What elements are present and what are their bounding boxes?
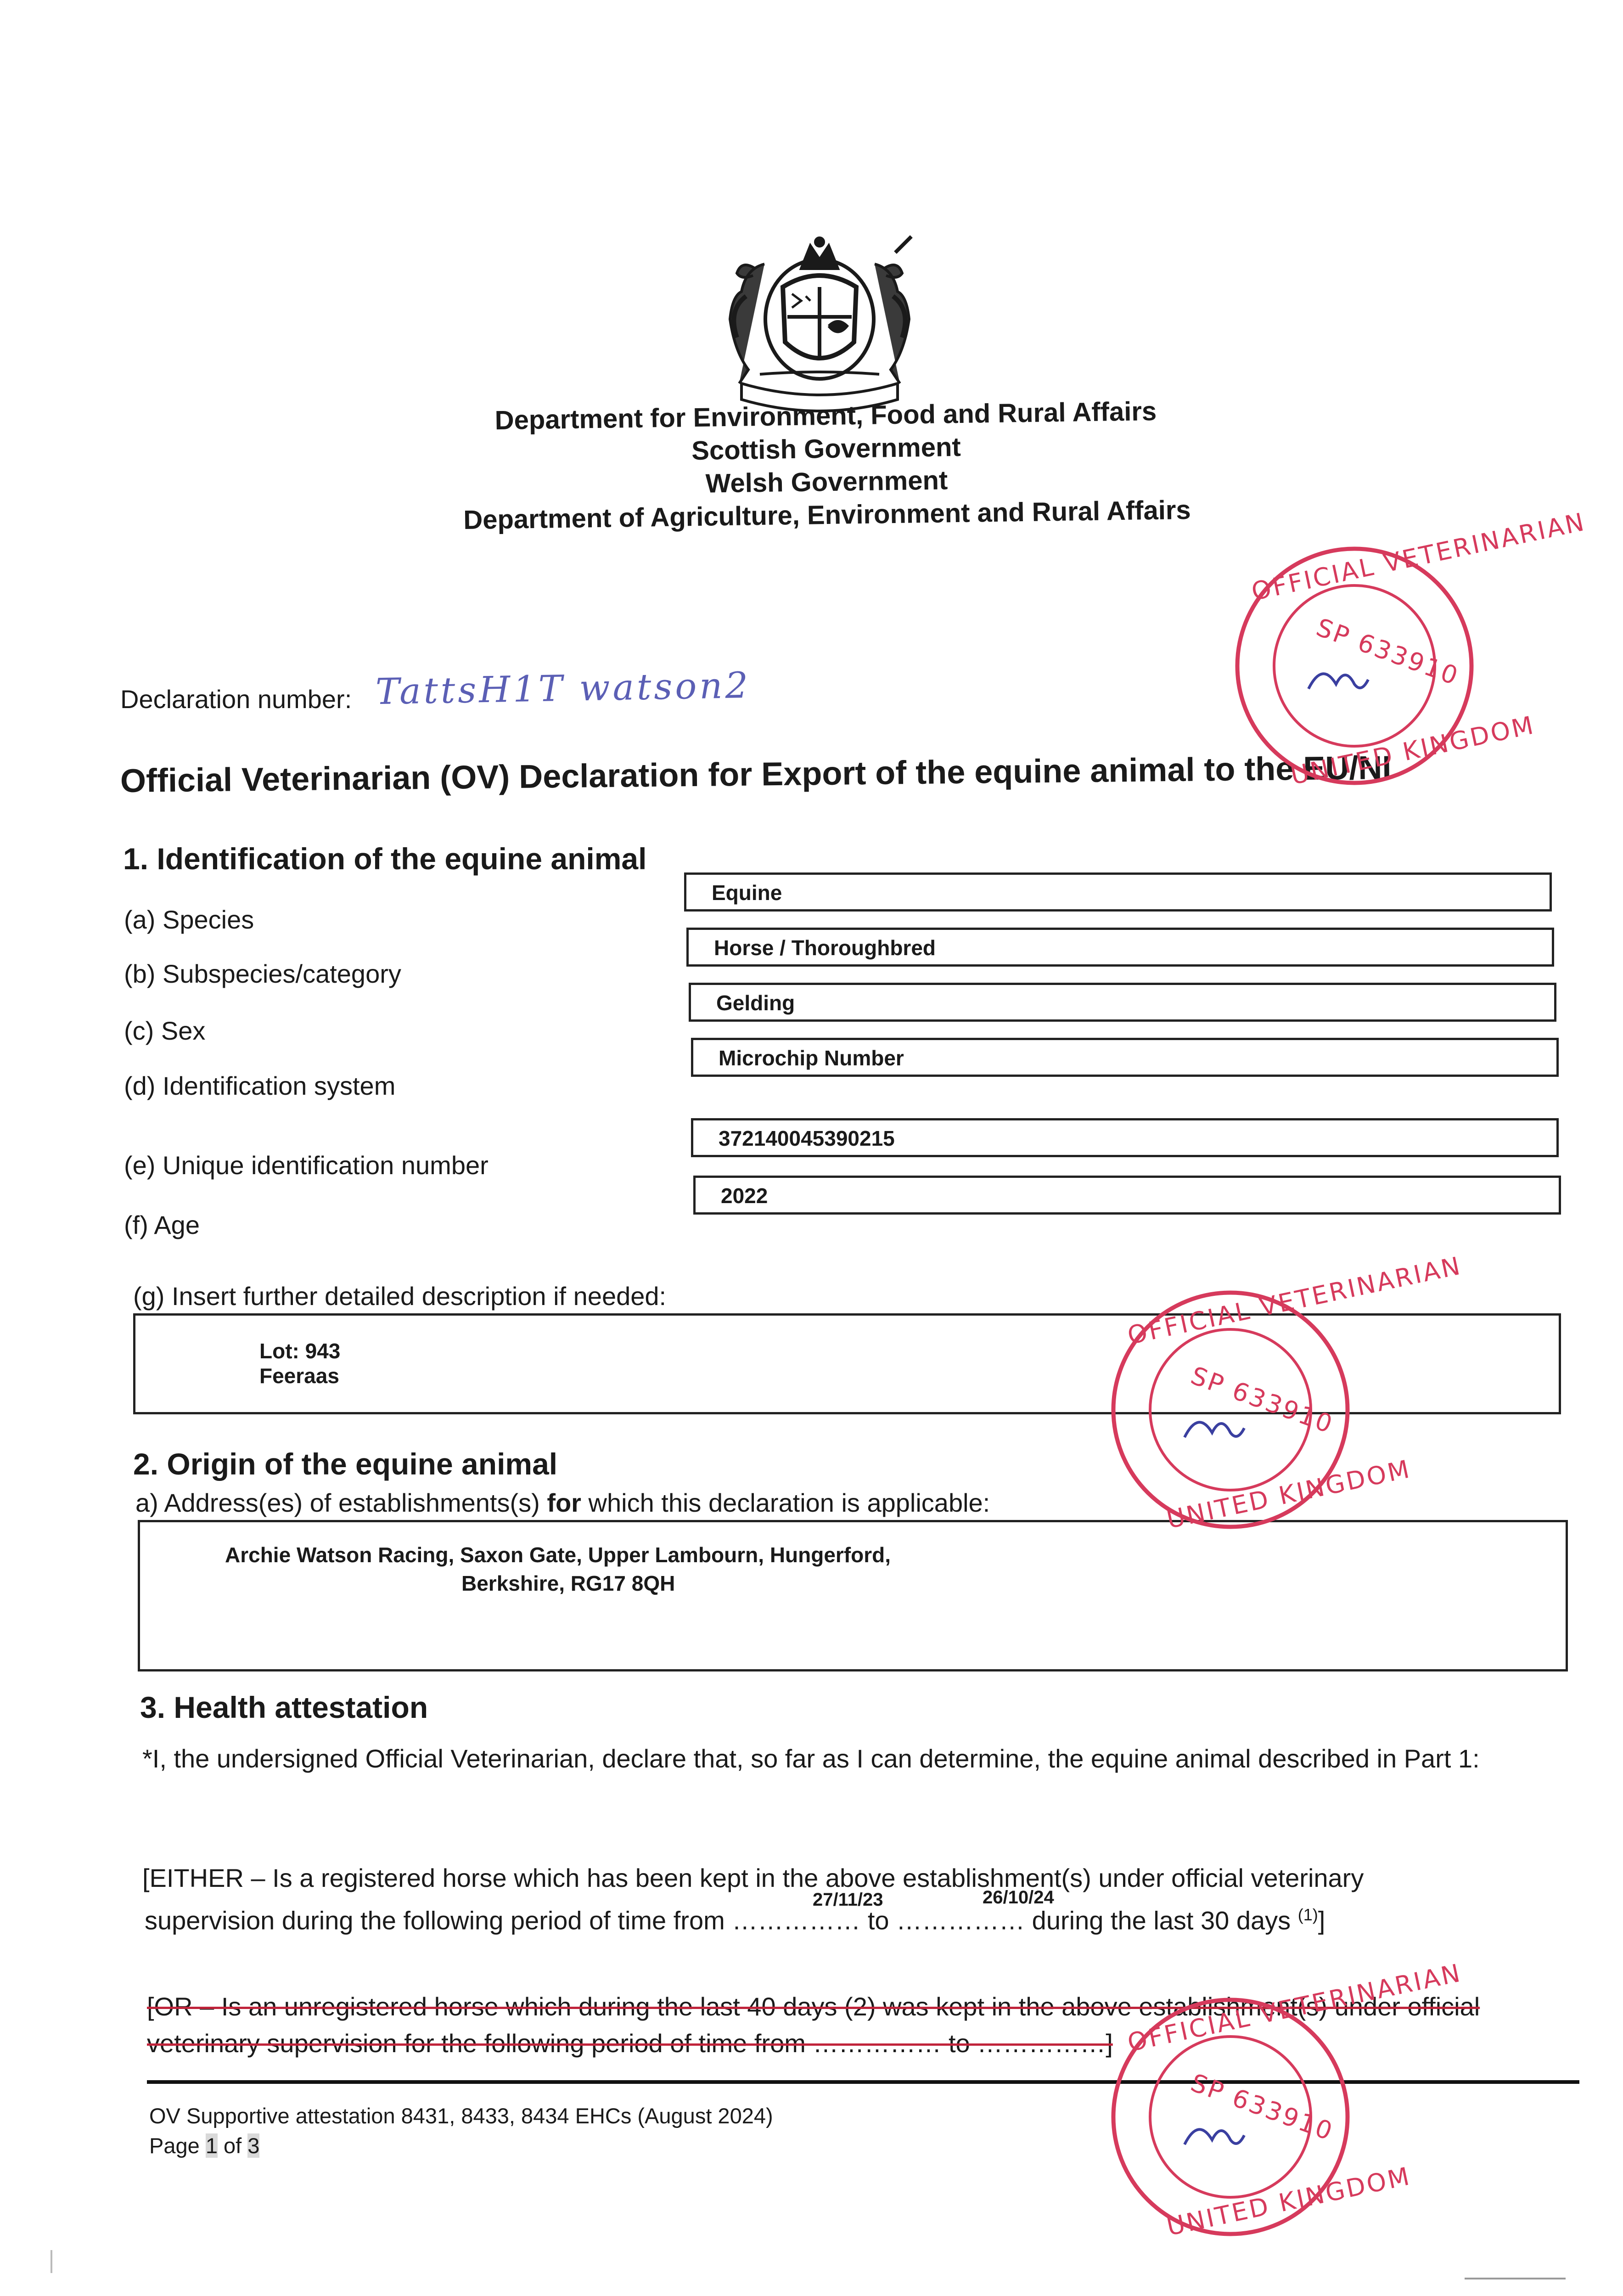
either-line-2: [145, 1896, 1325, 1939]
date-from: 27/11/23: [813, 1890, 883, 1910]
page-prefix: Page: [149, 2133, 206, 2158]
identification-system-label: (d) Identification system: [124, 1071, 396, 1100]
address-box: [138, 1520, 1568, 1671]
page-current: 1: [205, 2133, 218, 2158]
subspecies-field: Horse / Thoroughbred: [686, 928, 1554, 967]
declaration-number-handwritten: TattsH1T watson2: [375, 664, 751, 713]
identification-system-field: Microchip Number: [691, 1038, 1559, 1077]
section-3-heading: 3. Health attestation: [140, 1690, 428, 1724]
sex-field: Gelding: [689, 983, 1556, 1022]
address-label-pre: a) Address(es) of establishments(s): [135, 1488, 547, 1517]
species-field: Equine: [684, 872, 1552, 912]
lot-line: Lot: 943: [259, 1339, 341, 1363]
address-line-2: Berkshire, RG17 8QH: [461, 1571, 675, 1595]
department-line: Welsh Government: [705, 465, 948, 499]
svg-text:SP 633910: SP 633910: [1187, 2068, 1338, 2147]
page-of: of: [217, 2133, 248, 2158]
department-heading: [320, 393, 1332, 539]
subspecies-label: (b) Subspecies/category: [124, 959, 401, 988]
section-2-heading: 2. Origin of the equine animal: [133, 1447, 558, 1481]
unique-id-field: 372140045390215: [691, 1118, 1559, 1157]
official-veterinarian-stamp: [1102, 1251, 1465, 1538]
health-intro: *I, the undersigned Official Veterinarian, declare that, so far as I can determine, the equine animal described in Part 1:: [142, 1744, 1480, 1773]
species-label: (a) Species: [124, 905, 254, 934]
svg-text:OFFICIAL VETERINARIAN: OFFICIAL VETERINARIAN: [1125, 1958, 1465, 2058]
department-line: Scottish Government: [691, 432, 961, 466]
footer-rule: [147, 2080, 1579, 2084]
either-line-2-end: ]: [1318, 1906, 1325, 1935]
date-to: 26/10/24: [983, 1887, 1054, 1908]
age-label: (f) Age: [124, 1210, 200, 1239]
margin-rule: [1465, 2278, 1566, 2279]
svg-text:UNITED KINGDOM: UNITED KINGDOM: [1164, 1454, 1414, 1535]
footnote-1-ref: (1): [1297, 1905, 1318, 1924]
svg-text:UNITED KINGDOM: UNITED KINGDOM: [1288, 710, 1538, 791]
footer-attestation: OV Supportive attestation 8431, 8433, 8434 EHCs (August 2024): [149, 2104, 773, 2128]
address-label-post: which this declaration is applicable:: [581, 1488, 990, 1517]
either-line-2-text: supervision during the following period of time from …………… to …………… during the last 30 days: [145, 1906, 1298, 1935]
svg-text:OFFICIAL VETERINARIAN: OFFICIAL VETERINARIAN: [1125, 1251, 1465, 1351]
royal-coat-of-arms-icon: [714, 236, 925, 406]
or-line-2: veterinary supervision for the following period of time from …………… to ……………]: [147, 2029, 1113, 2058]
horse-name-line: Feeraas: [259, 1364, 339, 1388]
footer-page-number: [149, 2131, 259, 2161]
svg-text:OFFICIAL VETERINARIAN: OFFICIAL VETERINARIAN: [1249, 507, 1589, 607]
page-title: Official Veterinarian (OV) Declaration for Export of the equine animal to the EU/NI: [120, 749, 1392, 799]
svg-text:UNITED KINGDOM: UNITED KINGDOM: [1164, 2161, 1414, 2242]
svg-text:SP 633910: SP 633910: [1187, 1361, 1338, 1440]
or-line-1: [OR – Is an unregistered horse which during the last 40 days (2) was kept in the above establishment(s) under official: [147, 1992, 1480, 2021]
margin-mark: [51, 2250, 52, 2273]
official-veterinarian-stamp: [1102, 1958, 1465, 2245]
further-description-label: (g) Insert further detailed description if needed:: [133, 1282, 667, 1311]
either-line-1: [EITHER – Is a registered horse which has been kept in the above establishment(s) under official veterinary: [142, 1863, 1364, 1892]
age-field: 2022: [693, 1176, 1561, 1215]
address-line-1: Archie Watson Racing, Saxon Gate, Upper Lambourn, Hungerford,: [225, 1543, 891, 1567]
department-line: Department for Environment, Food and Rural Affairs: [494, 396, 1157, 436]
sex-label: (c) Sex: [124, 1016, 206, 1045]
page-total: 3: [247, 2133, 260, 2158]
section-1-heading: 1. Identification of the equine animal: [123, 842, 647, 876]
official-veterinarian-stamp: [1226, 507, 1589, 794]
address-label-bold: for: [547, 1488, 581, 1517]
department-line: Department of Agriculture, Environment and Rural Affairs: [463, 495, 1191, 535]
address-label: [135, 1488, 990, 1518]
unique-id-label: (e) Unique identification number: [124, 1151, 489, 1180]
declaration-number-label: Declaration number:: [120, 685, 352, 714]
svg-text:SP 633910: SP 633910: [1312, 613, 1463, 691]
